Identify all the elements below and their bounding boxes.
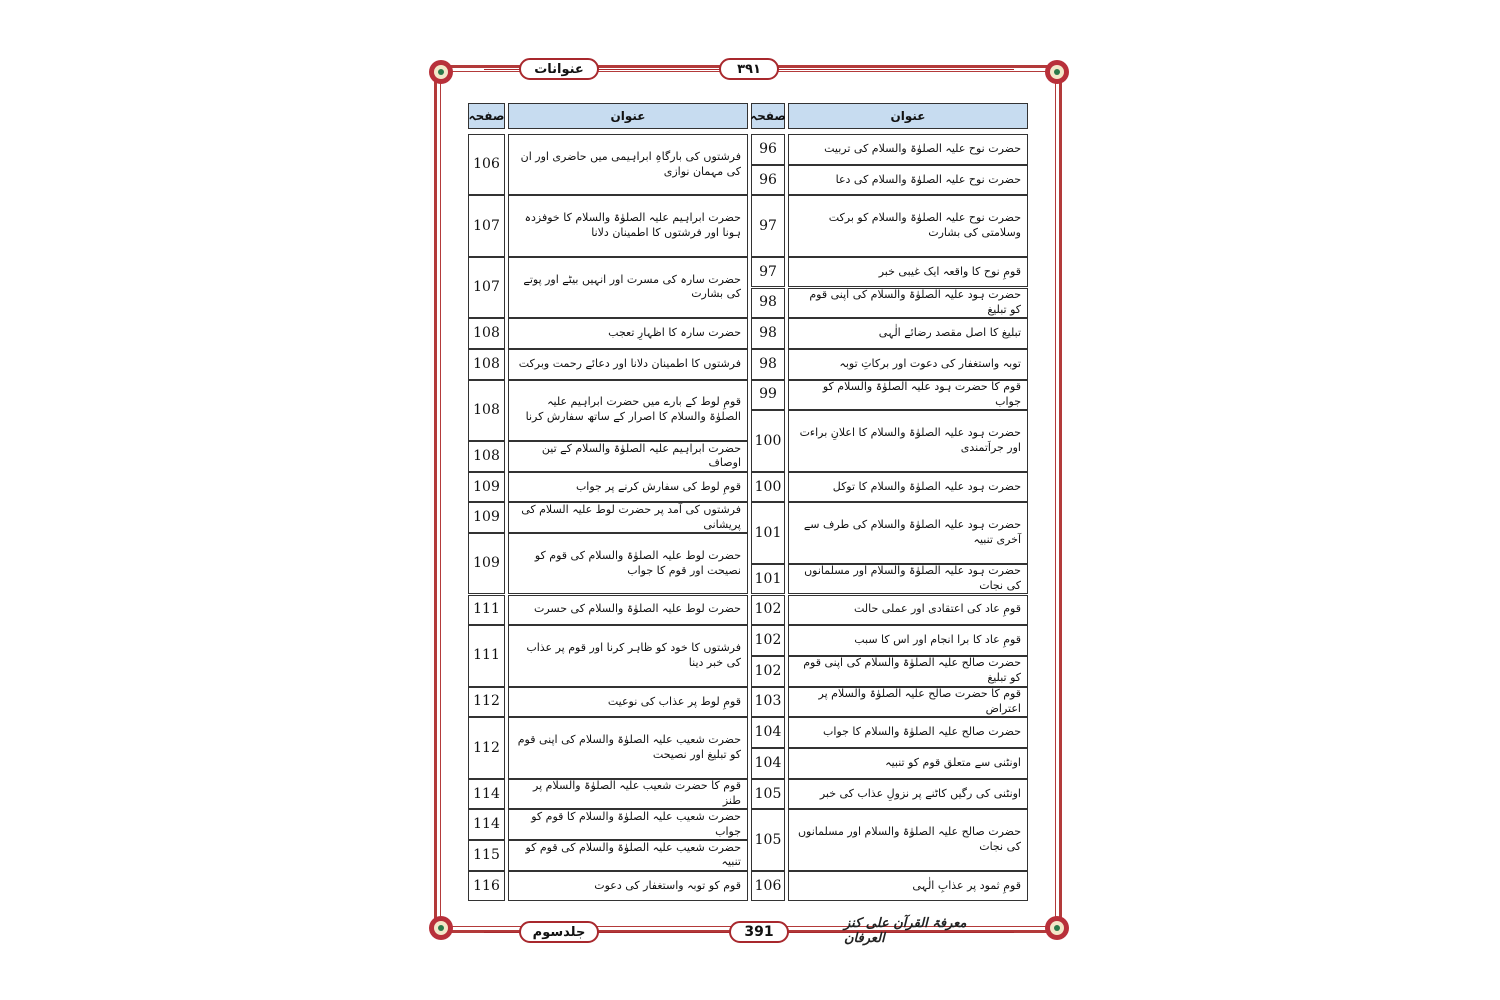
entry-title: حضرت شعیب علیہ الصلوٰۃ والسلام کی اپنی قوم کو تبلیغ اور نصیحت (508, 717, 748, 778)
entry-title: فرشتوں کی بارگاہِ ابراہیمی میں حاضری اور ان کی مہمان نوازی (508, 134, 748, 195)
entry-page-number: 111 (468, 595, 505, 626)
entry-title: تبلیغ کا اصل مقصد رضائے الٰہی (788, 318, 1028, 349)
entry-page-number: 107 (468, 195, 505, 256)
entry-page-number: 101 (751, 564, 785, 595)
entry-title: حضرت لوط علیہ الصلوٰۃ والسلام کی حسرت (508, 595, 748, 626)
entry-page-number: 112 (468, 717, 505, 778)
entry-page-number: 96 (751, 165, 785, 196)
entry-page-number: 96 (751, 134, 785, 165)
entry-page-number: 98 (751, 288, 785, 319)
entry-title: حضرت سارہ کا اظہارِ تعجب (508, 318, 748, 349)
entry-page-number: 109 (468, 472, 505, 503)
entry-title: قومِ عاد کا برا انجام اور اس کا سبب (788, 625, 1028, 656)
entry-title: قوم کو توبہ واستغفار کی دعوت (508, 871, 748, 902)
entry-page-number: 108 (468, 318, 505, 349)
entry-title: حضرت ہود علیہ الصلوٰۃ والسلام کا توکل (788, 472, 1028, 503)
entry-page-number: 112 (468, 687, 505, 718)
entry-page-number: 100 (751, 410, 785, 471)
entry-page-number: 116 (468, 871, 505, 902)
entry-title: حضرت لوط علیہ الصلوٰۃ والسلام کی قوم کو نصیحت اور قوم کا جواب (508, 533, 748, 594)
corner-ornament-icon (1040, 911, 1074, 945)
entry-title: حضرت ہود علیہ الصلوٰۃ والسلام کا اعلانِ براءت اور جراَتمندی (788, 410, 1028, 471)
entry-title: قومِ لوط کی سفارش کرنے پر جواب (508, 472, 748, 503)
entry-title: قومِ لوط کے بارے میں حضرت ابراہیم علیہ الصلوٰۃ والسلام کا اصرار کے ساتھ سفارش کرنا (508, 380, 748, 441)
entry-title: حضرت شعیب علیہ الصلوٰۃ والسلام کا قوم کو جواب (508, 809, 748, 840)
entry-page-number: 108 (468, 380, 505, 441)
entry-page-number: 104 (751, 748, 785, 779)
entry-page-number: 114 (468, 779, 505, 810)
col-header-title-right: عنوان (788, 103, 1028, 129)
entry-page-number: 100 (751, 472, 785, 503)
entry-page-number: 115 (468, 840, 505, 871)
entry-title: حضرت صالح علیہ الصلوٰۃ والسلام کا جواب (788, 717, 1028, 748)
entry-page-number: 102 (751, 625, 785, 656)
entry-title: فرشتوں کا اطمینان دلانا اور دعائے رحمت وبرکت (508, 349, 748, 380)
entry-page-number: 109 (468, 533, 505, 594)
entry-page-number: 109 (468, 502, 505, 533)
col-header-title-left: عنوان (508, 103, 748, 129)
entry-page-number: 111 (468, 625, 505, 686)
entry-page-number: 97 (751, 195, 785, 256)
corner-ornament-icon (424, 55, 458, 89)
entry-title: حضرت نوح علیہ الصلوٰۃ والسلام کی تربیت (788, 134, 1028, 165)
book-page (424, 55, 1074, 945)
entry-page-number: 97 (751, 257, 785, 288)
entry-page-number: 102 (751, 656, 785, 687)
entry-page-number: 108 (468, 349, 505, 380)
entry-title: توبہ واستغفار کی دعوت اور برکاتِ توبہ (788, 349, 1028, 380)
entry-page-number: 101 (751, 502, 785, 563)
entry-title: حضرت ہود علیہ الصلوٰۃ والسلام کی طرف سے آخری تنبیہ (788, 502, 1028, 563)
entry-page-number: 106 (751, 871, 785, 902)
entry-title: حضرت شعیب علیہ الصلوٰۃ والسلام کی قوم کو تنبیہ (508, 840, 748, 871)
entry-title: حضرت صالح علیہ الصلوٰۃ والسلام اور مسلمانوں کی نجات (788, 809, 1028, 870)
entry-title: حضرت ہود علیہ الصلوٰۃ والسلام اور مسلمانوں کی نجات (788, 564, 1028, 595)
entry-title: قوم کا حضرت صالح علیہ الصلوٰۃ والسلام پر اعتراض (788, 687, 1028, 718)
entry-title: حضرت صالح علیہ الصلوٰۃ والسلام کی اپنی قوم کو تبلیغ (788, 656, 1028, 687)
entry-page-number: 108 (468, 441, 505, 472)
entry-title: قومِ عاد کی اعتقادی اور عملی حالت (788, 595, 1028, 626)
entry-title: حضرت ہود علیہ الصلوٰۃ والسلام کی اپنی قوم کو تبلیغ (788, 288, 1028, 319)
entry-page-number: 98 (751, 318, 785, 349)
entry-title: قومِ لوط پر عذاب کی نوعیت (508, 687, 748, 718)
entry-page-number: 104 (751, 717, 785, 748)
footer-book-title: معرفۃ القرآن علی کنز العرفان (844, 916, 967, 946)
corner-ornament-icon (424, 911, 458, 945)
entry-title: حضرت نوح علیہ الصلوٰۃ والسلام کی دعا (788, 165, 1028, 196)
entry-page-number: 105 (751, 779, 785, 810)
footer-volume: جلدسوم (519, 921, 599, 943)
entry-title: حضرت ابراہیم علیہ الصلوٰۃ والسلام کا خوفزدہ ہونا اور فرشتوں کا اطمینان دلانا (508, 195, 748, 256)
entry-title: حضرت ابراہیم علیہ الصلوٰۃ والسلام کے تین اوصاف (508, 441, 748, 472)
header-page-number: ۳۹۱ (719, 58, 779, 80)
entry-title: فرشتوں کا خود کو ظاہر کرنا اور قوم پر عذاب کی خبر دینا (508, 625, 748, 686)
entry-title: فرشتوں کی آمد پر حضرت لوط علیہ السلام کی پریشانی (508, 502, 748, 533)
entry-title: قوم کا حضرت شعیب علیہ الصلوٰۃ والسلام پر طنز (508, 779, 748, 810)
header-title: عنوانات (519, 58, 599, 80)
contents-table (468, 103, 1030, 894)
entry-title: اونٹنی کی رگیں کاٹنے پر نزولِ عذاب کی خبر (788, 779, 1028, 810)
entry-page-number: 98 (751, 349, 785, 380)
entry-page-number: 99 (751, 380, 785, 411)
col-header-page-right: صفحہ (751, 103, 785, 129)
entry-page-number: 103 (751, 687, 785, 718)
entry-page-number: 106 (468, 134, 505, 195)
entry-title: قومِ ثمود پر عذابِ الٰہی (788, 871, 1028, 902)
entry-title: قوم کا حضرت ہود علیہ الصلوٰۃ والسلام کو جواب (788, 380, 1028, 411)
entry-title: حضرت سارہ کی مسرت اور انہیں بیٹے اور پوتے کی بشارت (508, 257, 748, 318)
entry-title: اونٹنی سے متعلق قوم کو تنبیہ (788, 748, 1028, 779)
entry-title: حضرت نوح علیہ الصلوٰۃ والسلام کو برکت وسلامتی کی بشارت (788, 195, 1028, 256)
corner-ornament-icon (1040, 55, 1074, 89)
col-header-page-left: صفحہ (468, 103, 505, 129)
entry-page-number: 105 (751, 809, 785, 870)
entry-page-number: 102 (751, 595, 785, 626)
entry-page-number: 114 (468, 809, 505, 840)
footer-page-number: 391 (729, 921, 789, 943)
entry-title: قومِ نوح کا واقعہ ایک غیبی خبر (788, 257, 1028, 288)
entry-page-number: 107 (468, 257, 505, 318)
